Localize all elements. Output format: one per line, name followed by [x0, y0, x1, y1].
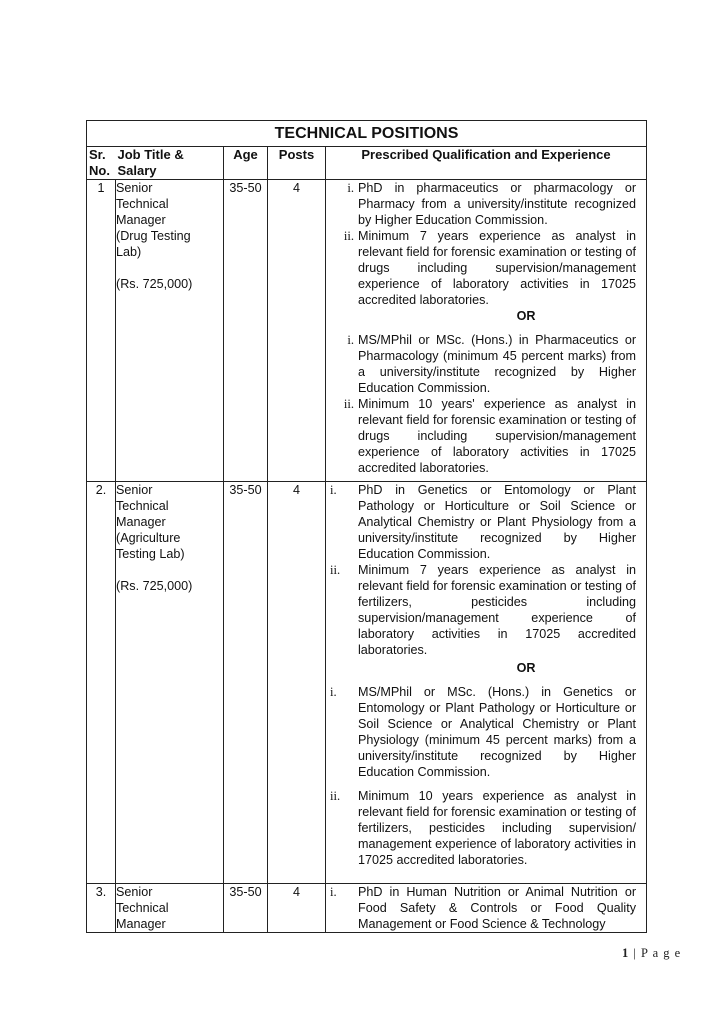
qualification-list — [326, 332, 646, 476]
technical-positions-table — [86, 120, 647, 933]
qualification-list — [326, 684, 646, 868]
serial-number: 3. — [87, 884, 116, 933]
list-item: i. MS/MPhil or MSc. (Hons.) in Genetics or Entomology or Plant Pathology or Horticulture or Soil Science or Analytical Chemistry or Plant Physiology (minimum 45 percent marks) from a university/institute recognized by Higher Education Commission. — [330, 685, 637, 779]
qualification-list — [326, 180, 646, 308]
job-title: Senior Technical Manager (Drug Testing Lab) — [116, 181, 191, 259]
post-count: 4 — [268, 482, 326, 884]
page-label: | P a g e — [633, 946, 682, 960]
qualification-cell — [326, 884, 647, 933]
list-item: ii. Minimum 7 years experience as analyst in relevant field for forensic examination or testing of drugs including supervision/management experience of laboratory activities in 17025 accredited laboratories. — [343, 229, 637, 307]
job-title: Senior Technical Manager (Agriculture Testing Lab) — [116, 483, 185, 561]
qualification-list — [326, 884, 646, 932]
list-item: i. PhD in pharmaceutics or pharmacology or Pharmacy from a university/institute recognized by Higher Education Commission. — [347, 181, 637, 227]
salary: (Rs. 725,000) — [116, 579, 193, 593]
table-row — [87, 884, 647, 933]
age-range: 35-50 — [224, 884, 268, 933]
list-item: ii. Minimum 10 years' experience as analyst in relevant field for forensic examination or testing of drugs including supervision/management experience of laboratory activities in 17025 accredited laboratories. — [343, 397, 637, 475]
header-sr-no: Sr. No. — [87, 147, 116, 180]
qualification-cell — [326, 180, 647, 482]
list-item: i. PhD in Human Nutrition or Animal Nutrition or Food Safety & Controls or Food Quality Management or Food Science & Technology — [330, 885, 637, 931]
post-count: 4 — [268, 180, 326, 482]
table-row — [87, 482, 647, 884]
job-title-cell — [116, 884, 224, 933]
list-item: i. PhD in Genetics or Entomology or Plant Pathology or Horticulture or Soil Science or Analytical Chemistry or Plant Physiology from a university/institute recognized by Higher Education Commission. — [330, 483, 637, 561]
title-row — [87, 121, 647, 147]
table-row — [87, 180, 647, 482]
age-range: 35-50 — [224, 482, 268, 884]
list-item: ii. Minimum 7 years experience as analyst in relevant field for forensic examination or testing of fertilizers, pesticides including supervision/management experience of laboratory activities in 17025 accredited laboratories. — [330, 563, 637, 657]
job-title-cell — [116, 482, 224, 884]
post-count: 4 — [268, 884, 326, 933]
job-title: Senior Technical Manager — [116, 885, 169, 931]
or-separator: OR — [516, 661, 536, 675]
page-footer — [622, 946, 681, 961]
serial-number: 1 — [87, 180, 116, 482]
header-row — [87, 147, 647, 180]
list-item: ii. Minimum 10 years experience as analyst in relevant field for forensic examination or testing of fertilizers, pesticides including supervision/ management experience of laboratory activities in 17025 accredited laboratories. — [330, 789, 637, 867]
document-page — [86, 120, 646, 933]
list-item: i. MS/MPhil or MSc. (Hons.) in Pharmaceutics or Pharmacology (minimum 45 percent marks) from a university/institute recognized by Higher Education Commission. — [347, 333, 637, 395]
job-title-cell — [116, 180, 224, 482]
or-separator: OR — [516, 309, 536, 323]
header-qualification: Prescribed Qualification and Experience — [326, 147, 647, 180]
header-age: Age — [224, 147, 268, 180]
header-posts: Posts — [268, 147, 326, 180]
table-title: TECHNICAL POSITIONS — [87, 121, 647, 147]
serial-number: 2. — [87, 482, 116, 884]
header-job-title-salary: Job Title & Salary — [116, 147, 224, 180]
page-number: 1 — [622, 946, 630, 960]
qualification-list — [326, 482, 646, 658]
age-range: 35-50 — [224, 180, 268, 482]
salary: (Rs. 725,000) — [116, 277, 193, 291]
qualification-cell — [326, 482, 647, 884]
